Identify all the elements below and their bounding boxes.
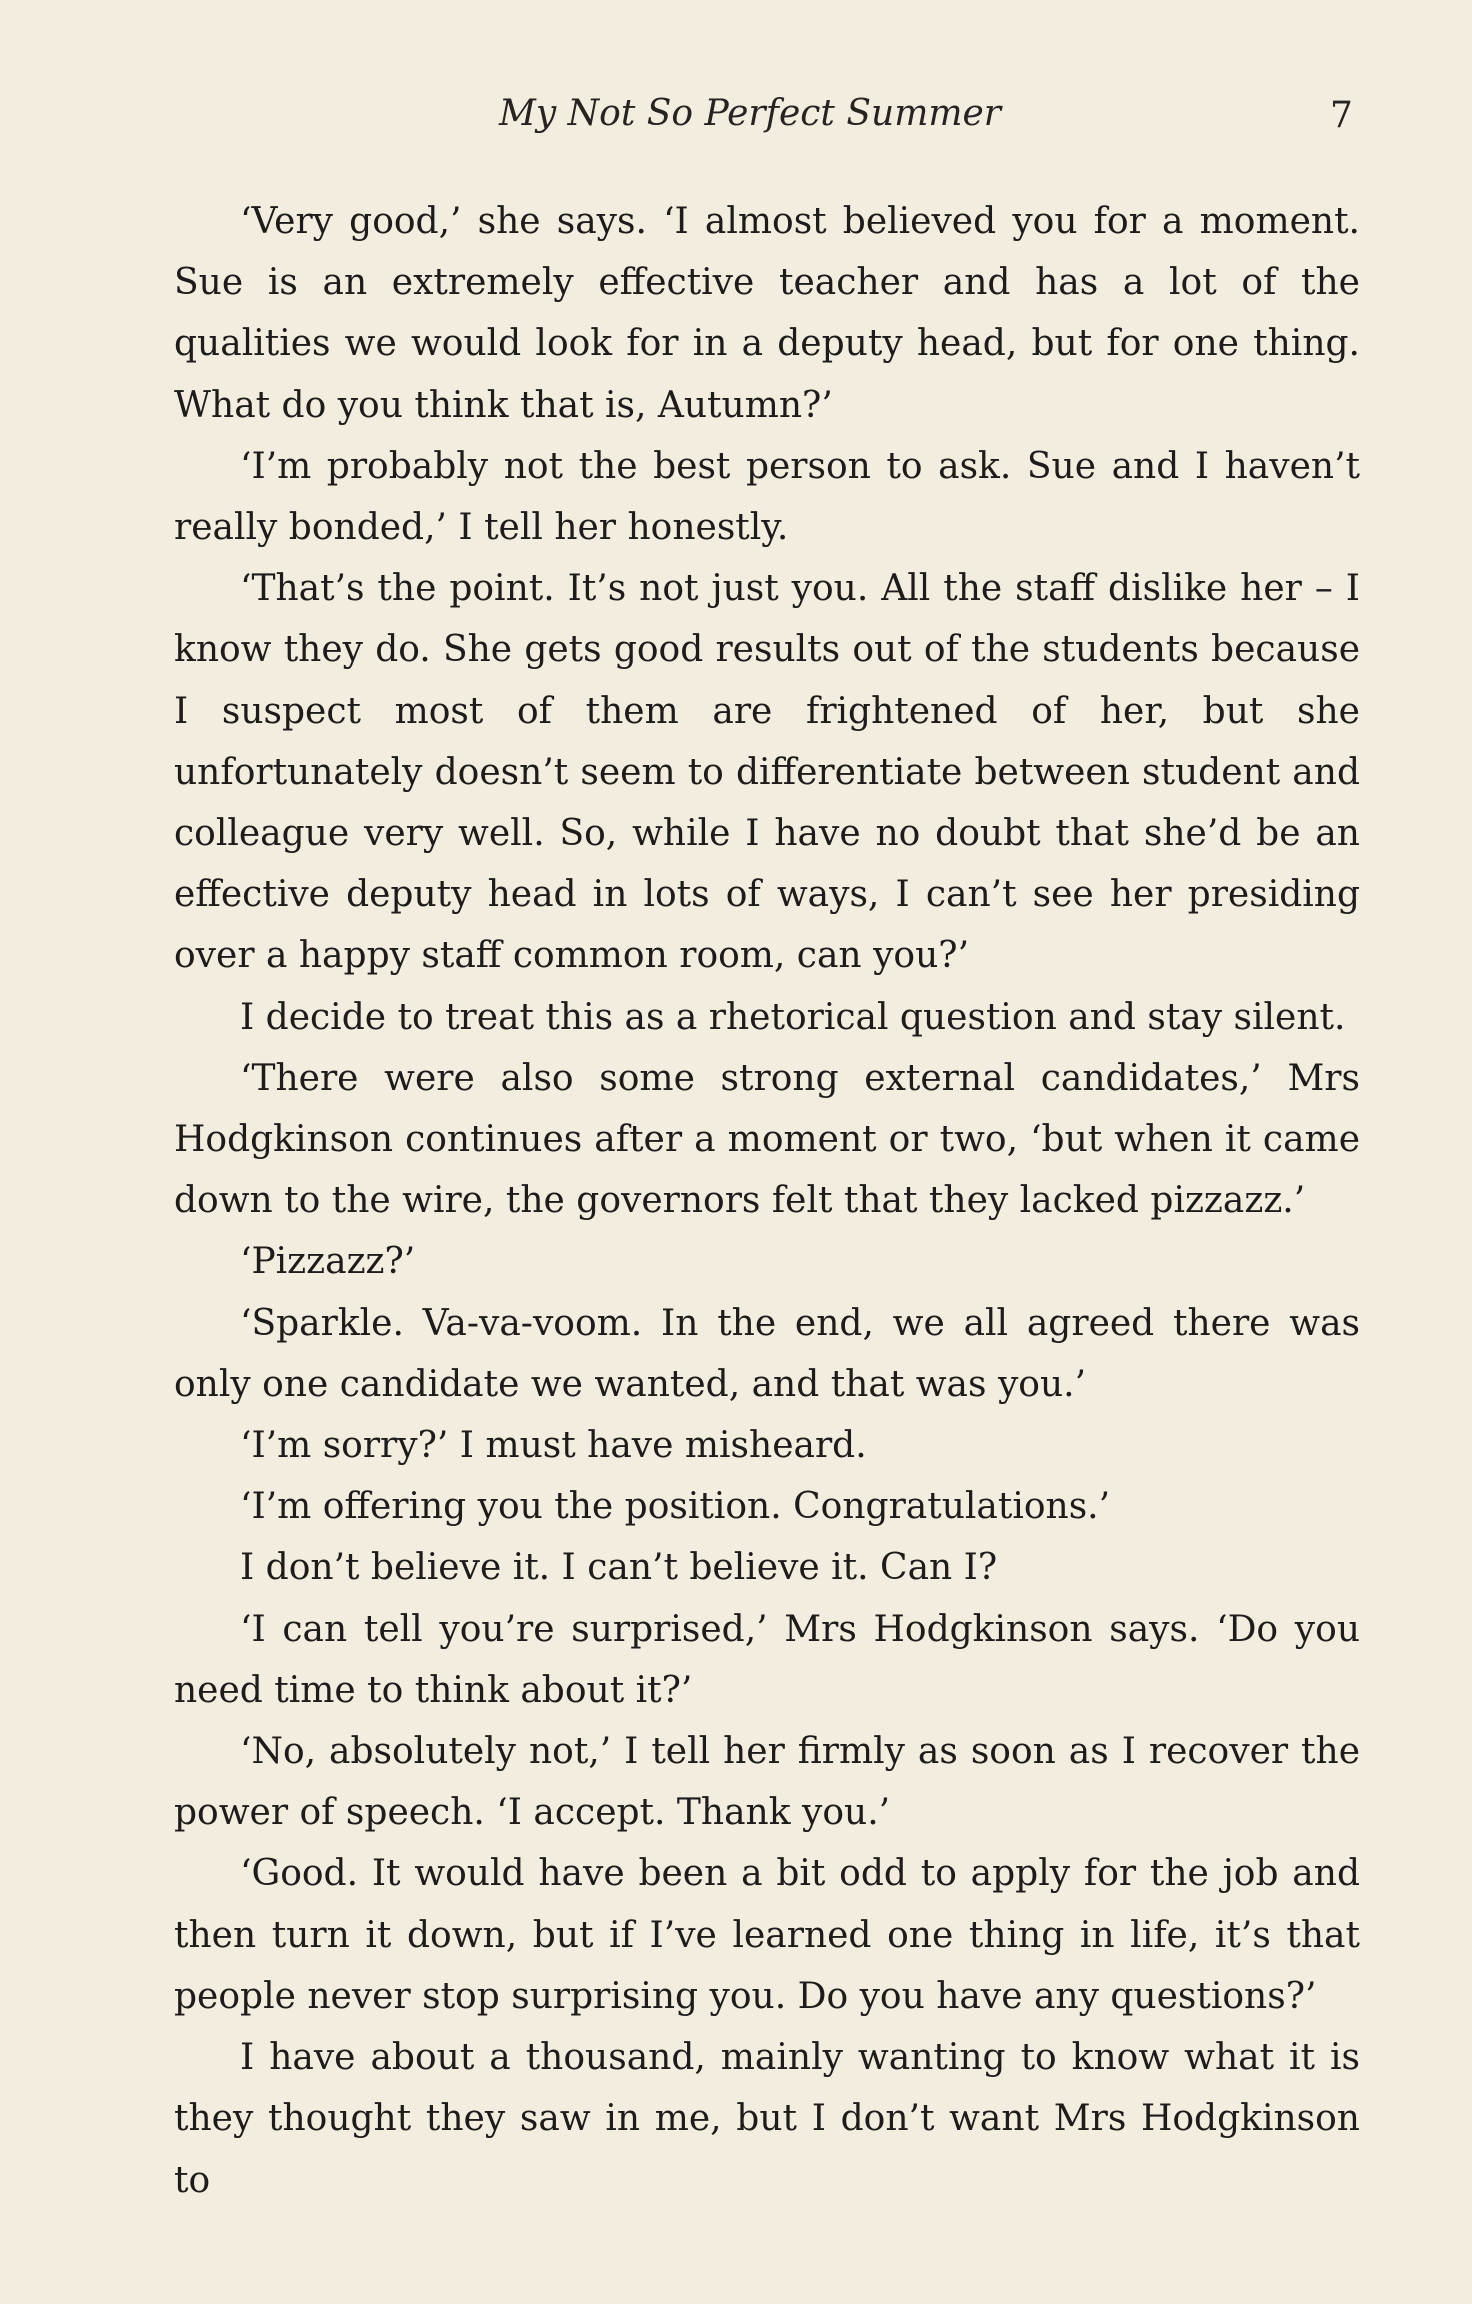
paragraph-7: ‘Sparkle. Va-va-voom. In the end, we all agreed there was only one candidate we wanted, and that was you.’ — [174, 1302, 1360, 1405]
page-number: 7 — [1330, 95, 1353, 136]
paragraph-12: ‘No, absolutely not,’ I tell her firmly as soon as I recover the power of speech. ‘I accept. Thank you.’ — [174, 1731, 1360, 1834]
paragraph-9: ‘I’m offering you the position. Congratulations.’ — [240, 1486, 1111, 1528]
body-text — [174, 191, 1360, 2211]
paragraph-4: I decide to treat this as a rhetorical question and stay silent. — [240, 996, 1346, 1038]
paragraph-5: ‘There were also some strong external candidates,’ Mrs Hodgkinson continues after a moment or two, ‘but when it came down to the wire, the governors felt that they lacked pizzazz.’ — [174, 1057, 1360, 1222]
book-title: My Not So Perfect Summer — [499, 93, 1001, 134]
paragraph-8: ‘I’m sorry?’ I must have misheard. — [240, 1425, 867, 1467]
paragraph-6: ‘Pizzazz?’ — [240, 1241, 416, 1283]
paragraph-13: ‘Good. It would have been a bit odd to apply for the job and then turn it down, but if I’ve learned one thing in life, it’s that people never stop surprising you. Do you have any questions?’ — [174, 1853, 1360, 2017]
paragraph-14: I have about a thousand, mainly wanting to know what it is they thought they saw in me, but I don’t want Mrs Hodgkinson to — [174, 2037, 1360, 2201]
running-head — [0, 86, 1472, 142]
paragraph-2: ‘I’m probably not the best person to ask. Sue and I haven’t really bonded,’ I tell her honestly. — [174, 445, 1360, 549]
paragraph-1: ‘Very good,’ she says. ‘I almost believed you for a moment. Sue is an extremely effective teacher and has a lot of the qualities we would look for in a deputy head, but for one thing. What do you think that is, Autumn?’ — [174, 201, 1360, 426]
paragraph-10: I don’t believe it. I can’t believe it. Can I? — [240, 1547, 998, 1589]
paragraph-11: ‘I can tell you’re surprised,’ Mrs Hodgkinson says. ‘Do you need time to think about it?’ — [174, 1608, 1360, 1711]
paragraph-3: ‘That’s the point. It’s not just you. All the staff dislike her – I know they do. She gets good results out of the students because I suspect most of them are frightened of her, but she unfortunately doesn’t seem to differentiate between student and colleague very well. So, while I have no doubt that she’d be an effective deputy head in lots of ways, I can’t see her presiding over a happy staff common room, can you?’ — [174, 568, 1360, 977]
